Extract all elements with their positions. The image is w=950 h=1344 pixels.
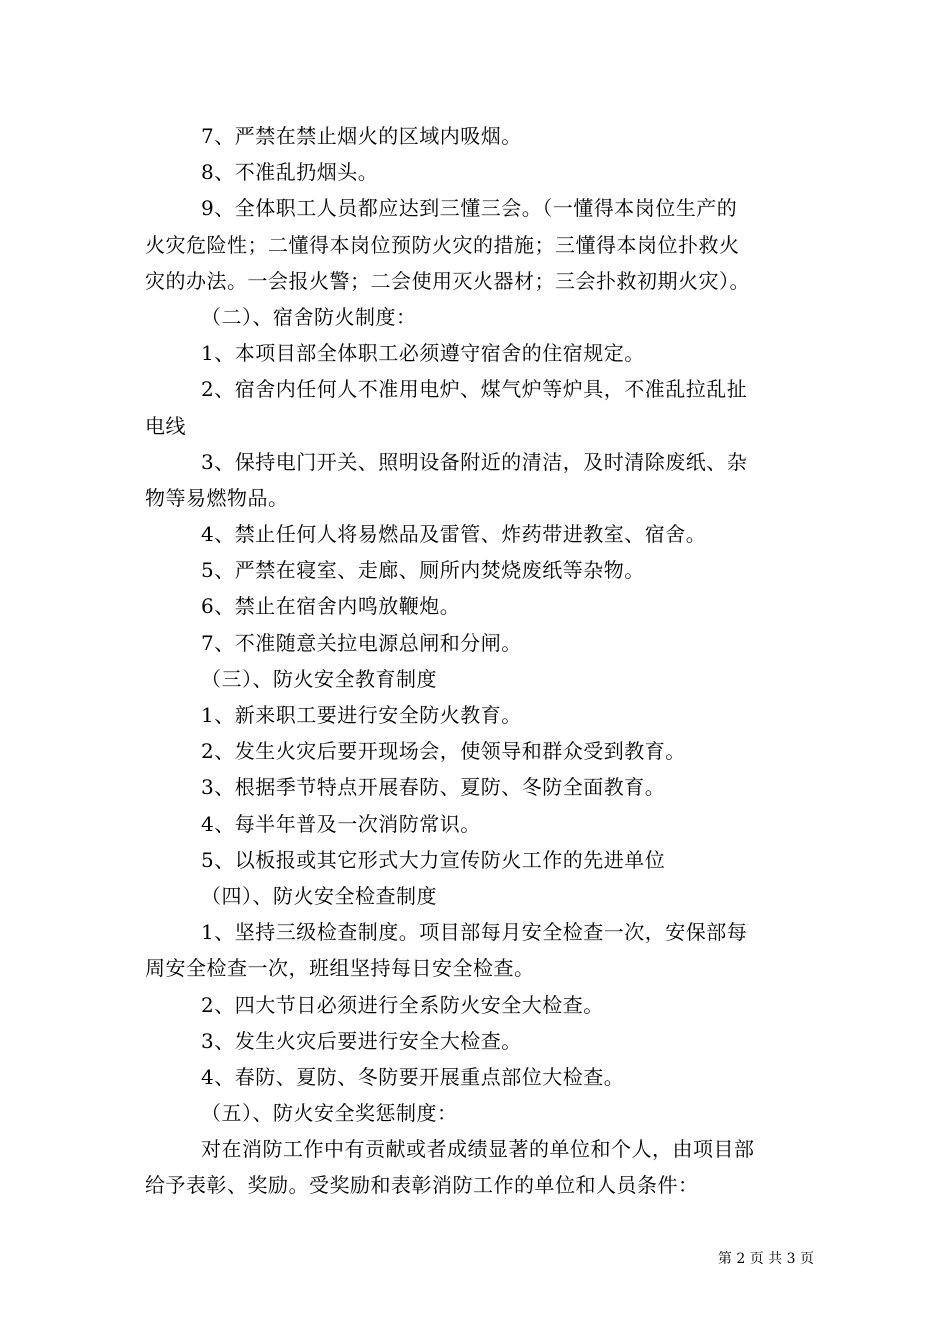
- text-line: 3、保持电门开关、照明设备附近的清洁，及时清除废纸、杂: [201, 449, 748, 474]
- text-line: 4、春防、夏防、冬防要开展重点部位大检查。: [201, 1064, 625, 1089]
- text-line: 7、严禁在禁止烟火的区域内吸烟。: [201, 124, 522, 148]
- text-line: 火灾危险性；二懂得本岗位预防火灾的措施；三懂得本岗位扑救火: [145, 232, 740, 257]
- text-line: 灾的办法。一会报火警；二会使用灭火器材；三会扑救初期火灾）。: [145, 268, 750, 293]
- text-line: 9、全体职工人员都应达到三懂三会。（一懂得本岗位生产的: [201, 196, 738, 221]
- text-line: 给予表彰、奖励。受奖励和表彰消防工作的单位和人员条件：: [145, 1173, 699, 1198]
- text-line: 1、本项目部全体职工必须遵守宿舍的住宿规定。: [201, 341, 645, 366]
- text-line: 5、以板报或其它形式大力宣传防火工作的先进单位: [201, 847, 666, 872]
- text-line: 6、禁止在宿舍内鸣放鞭炮。: [201, 594, 461, 619]
- section-heading: （二）、宿舍防火制度：: [201, 304, 417, 329]
- section-heading: （四）、防火安全检查制度: [201, 883, 437, 908]
- text-line: 周安全检查一次，班组坚持每日安全检查。: [145, 956, 535, 981]
- text-line: 5、严禁在寝室、走廊、厕所内焚烧废纸等杂物。: [201, 558, 645, 583]
- text-line: 3、根据季节特点开展春防、夏防、冬防全面教育。: [201, 775, 666, 800]
- text-line: 物等易燃物品。: [145, 485, 289, 510]
- text-line: 1、新来职工要进行安全防火教育。: [201, 703, 522, 727]
- text-line: 2、四大节日必须进行全系防火安全大检查。: [201, 992, 604, 1017]
- page-number-footer: 第 2 页 共 3 页: [717, 1251, 814, 1267]
- section-heading: （三）、防火安全教育制度: [201, 666, 437, 691]
- text-line: 8、不准乱扔烟头。: [201, 160, 379, 185]
- document-body: [145, 118, 810, 1204]
- text-line: 对在消防工作中有贡献或者成绩显著的单位和个人，由项目部: [201, 1137, 755, 1162]
- text-line: 7、不准随意关拉电源总闸和分闸。: [201, 630, 522, 655]
- text-line: 2、发生火灾后要开现场会，使领导和群众受到教育。: [201, 739, 686, 764]
- text-line: 4、每半年普及一次消防常识。: [201, 811, 481, 836]
- text-line: 3、发生火灾后要进行安全大检查。: [201, 1028, 522, 1053]
- section-heading: （五）、防火安全奖惩制度：: [201, 1101, 458, 1126]
- text-line: 4、禁止任何人将易燃品及雷管、炸药带进教室、宿舍。: [201, 522, 707, 547]
- text-line: 电线: [145, 413, 186, 438]
- text-line: 2、宿舍内任何人不准用电炉、煤气炉等炉具，不准乱拉乱扯: [201, 377, 748, 402]
- text-line: 1、坚持三级检查制度。项目部每月安全检查一次，安保部每: [201, 920, 748, 945]
